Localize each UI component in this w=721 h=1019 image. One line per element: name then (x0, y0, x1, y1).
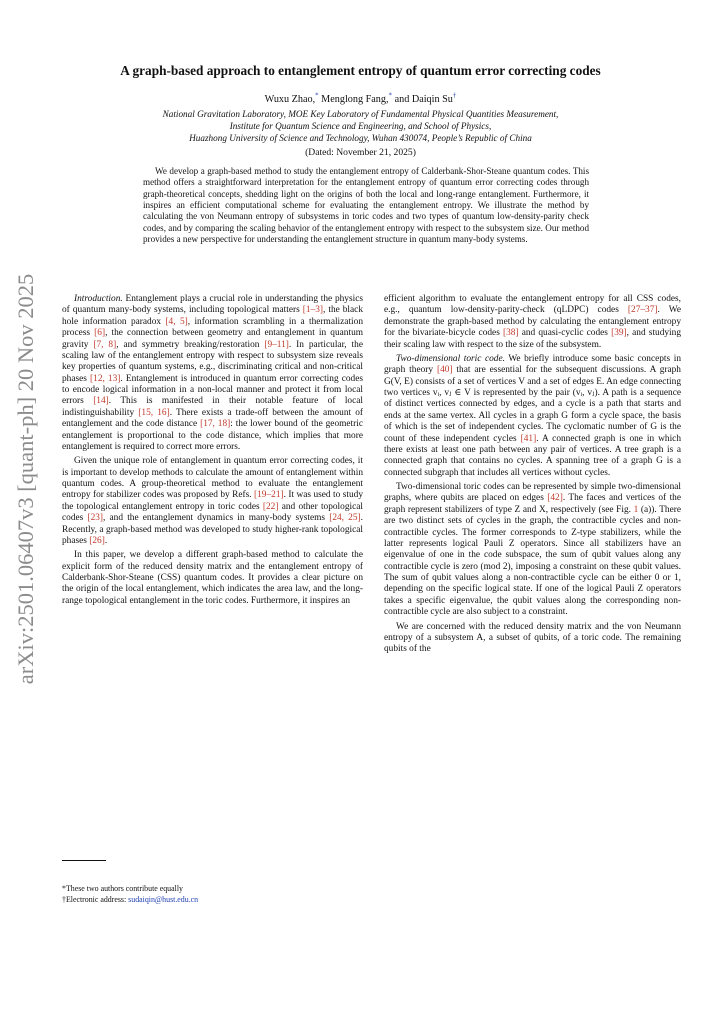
arxiv-identifier: arXiv:2501.06407v3 [quant-ph] 20 Nov 2025 (13, 273, 38, 685)
citation-link[interactable]: [39] (611, 328, 627, 339)
paragraph-toric-code: Two-dimensional toric code. We briefly introduce some basic concepts in graph theory [40] that are essential for the subsequent discussions. A graph G(V, E) consists of a set of vertices V and a set of edges E. An edge connecting two vertices vᵢ, vⱼ ∈ V is represented by the pair (vᵢ, vⱼ). A path is a sequence of distinct vertices connected by edges, and a cycle is a path that starts and ends at the same vertex. All cycles in a graph G form a cycle space, the basis of which is the set of independent cycles. The cyclomatic number of G is the count of these independent cycles [41]. A connected graph is one in which there exists at least one path between any pair of vertices. A tree graph is a connected graph that contains no cycles. A spanning tree of a graph G is a connected subgraph that includes all vertices without cycles. (384, 353, 681, 478)
author-conjunction: and (394, 94, 410, 105)
author-list (0, 91, 721, 105)
footnote-rule (62, 860, 106, 861)
citation-link[interactable]: [40] (436, 365, 453, 376)
citation-link[interactable]: [23] (87, 513, 104, 524)
right-column (384, 294, 681, 656)
figure-reference-link[interactable]: 1 (633, 504, 639, 515)
paragraph: Two-dimensional toric codes can be represented by simple two-dimensional graphs, where qubits are placed on edges [42]. The faces and vertices of the graph represent stabilizers of type Z and X, respectively (see Fig. 1 (a)). There are two distinct sets of cycles in the graph, the contractible cycles and non-contractible cycles. The former corresponds to Z-type stabilizers, while the latter represents logical Pauli Z operators. Since all stabilizers have an eigenvalue of one in the code subspace, the sum of qubit values along any contractible cycle is zero (mod 2), imposing a constraint on these qubit values. The sum of qubit values along a non-contractible cycle can be either 0 or 1, depending on the specific logical state. If one of the logical Pauli Z operators takes a specific eigenvalue, the qubit values along the corresponding non-contractible cycle are also subject to a constraint. (384, 482, 682, 618)
author-name: Wuxu Zhao, (264, 94, 316, 105)
paragraph-introduction: Introduction. Entanglement plays a crucial role in understanding the physics of quantum many-body systems, including topological matters [1–3], the black hole information paradox [4, 5], information scrambling in a thermalization process [6], the connection between geometry and entanglement in quantum gravity [7, 8], and symmetry breaking/restoration [9–11]. In particular, the scaling law of the entanglement entropy with respect to subsystem size reveals key properties of quantum systems, e.g., discriminating critical and non-critical phases [12, 13]. Entanglement is introduced in quantum error correcting codes to encode logical information in a non-local manner and protect it from local errors [14]. This is manifested in their notable feature of local indistinguishability [15, 16]. There exists a trade-off between the amount of entanglement and the code distance [17, 18]: the lower bound of the geometric entanglement is proportional to the code distance, which implies that more entanglement is required to correct more errors. (62, 294, 364, 452)
citation-link[interactable]: [14] (93, 396, 109, 407)
author-footnote-mark[interactable]: * (315, 91, 319, 100)
citation-link[interactable]: [26] (89, 535, 105, 546)
paragraph: Given the unique role of entanglement in quantum error correcting codes, it is important to develop methods to calculate the amount of entanglement within quantum codes. A group-theoretical method to evaluate the entanglement entropy for stabilizer codes was proposed by Refs. [19–21]. It was used to study the topological entanglement entropy in toric codes [22] and other topological codes [23], and the entanglement dynamics in many-body systems [24, 25]. Recently, a graph-based method was developed to study higher-rank topological phases [26]. (62, 456, 363, 546)
date-line: (Dated: November 21, 2025) (305, 147, 416, 158)
paragraph: In this paper, we develop a different graph-based method to calculate the explicit form of the reduced density matrix and the entanglement entropy of Calderbank-Shor-Steane (CSS) quantum codes. It provides a clear picture on the origin of the local entanglement, which indicates the area law, and the long-range topological entanglement in the toric codes. Furthermore, it inspires an (62, 550, 363, 606)
citation-link[interactable]: [22] (262, 501, 279, 512)
footnote-equal-contribution: *These two authors contribute equally (62, 884, 183, 893)
email-link[interactable]: sudaiqin@hust.edu.cn (128, 895, 199, 904)
citation-link[interactable]: [4, 5] (165, 316, 188, 327)
citation-link[interactable]: [9–11] (264, 339, 289, 350)
citation-link[interactable]: [27–37] (627, 305, 658, 316)
paragraph: We are concerned with the reduced density matrix and the von Neumann entropy of a subsystem A, a subset of qubits, of a toric code. The remaining qubits of the (384, 621, 681, 655)
author-footnote-mark[interactable]: † (452, 91, 457, 100)
left-column (62, 294, 363, 607)
author-name: Menglong Fang, (321, 94, 389, 105)
footnote-email: †Electronic address: sudaiqin@hust.edu.cn (62, 895, 199, 904)
citation-link[interactable]: [19–21] (254, 490, 284, 501)
section-heading-toric-code: Two-dimensional toric code. (396, 353, 505, 364)
affiliation-line: Huazhong University of Science and Technology, Wuhan 430074, People’s Republic of China (189, 133, 532, 144)
author-footnote-mark[interactable]: * (388, 91, 393, 100)
paragraph: efficient algorithm to evaluate the entanglement entropy for all CSS codes, e.g., quantum low-density-parity-check (qLDPC) codes [27–37]. We demonstrate the graph-based method by calculating the entanglement entropy for the bivariate-bicycle codes [38] and quasi-cyclic codes [39], and studying their scaling law with respect to the size of the subsystem. (384, 294, 681, 350)
citation-link[interactable]: [24, 25] (329, 513, 361, 524)
abstract: We develop a graph-based method to study the entanglement entropy of Calderbank-Shor-Steane quantum codes. This method offers a straightforward interpretation for the entanglement entropy of quantum error correcting codes through graph-theoretical concepts, shedding light on the origins of both the local and long-range entanglement. Furthermore, it inspires an efficient computational scheme for evaluating the entanglement entropy. We illustrate the method by calculating the von Neumann entropy of subsystems in toric codes and two types of quantum low-density-parity check codes, and by comparing the scaling behavior of the entanglement entropy with respect to the subsystem size. Our method provides a new perspective for understanding the entanglement structure in quantum many-body systems. (143, 166, 589, 245)
affiliation (0, 108, 721, 145)
citation-link[interactable]: [38] (502, 328, 519, 339)
citation-link[interactable]: [12, 13] (90, 373, 121, 384)
author-name: Daiqin Su (411, 94, 453, 105)
affiliation-line: Institute for Quantum Science and Engineering, and School of Physics, (229, 121, 492, 132)
citation-link[interactable]: [1–3] (302, 305, 324, 316)
affiliation-line: National Gravitation Laboratory, MOE Key Laboratory of Fundamental Physical Quantities Measurement, (162, 109, 559, 119)
section-heading-introduction: Introduction. (74, 294, 123, 304)
citation-link[interactable]: [42] (547, 493, 563, 504)
citation-link[interactable]: [15, 16] (138, 407, 170, 418)
citation-link[interactable]: [17, 18] (200, 419, 231, 430)
citation-link[interactable]: [6] (94, 328, 106, 339)
citation-link[interactable]: [41] (520, 433, 537, 444)
paper-title: A graph-based approach to entanglement entropy of quantum error correcting codes (120, 63, 601, 78)
citation-link[interactable]: [7, 8] (93, 339, 117, 350)
